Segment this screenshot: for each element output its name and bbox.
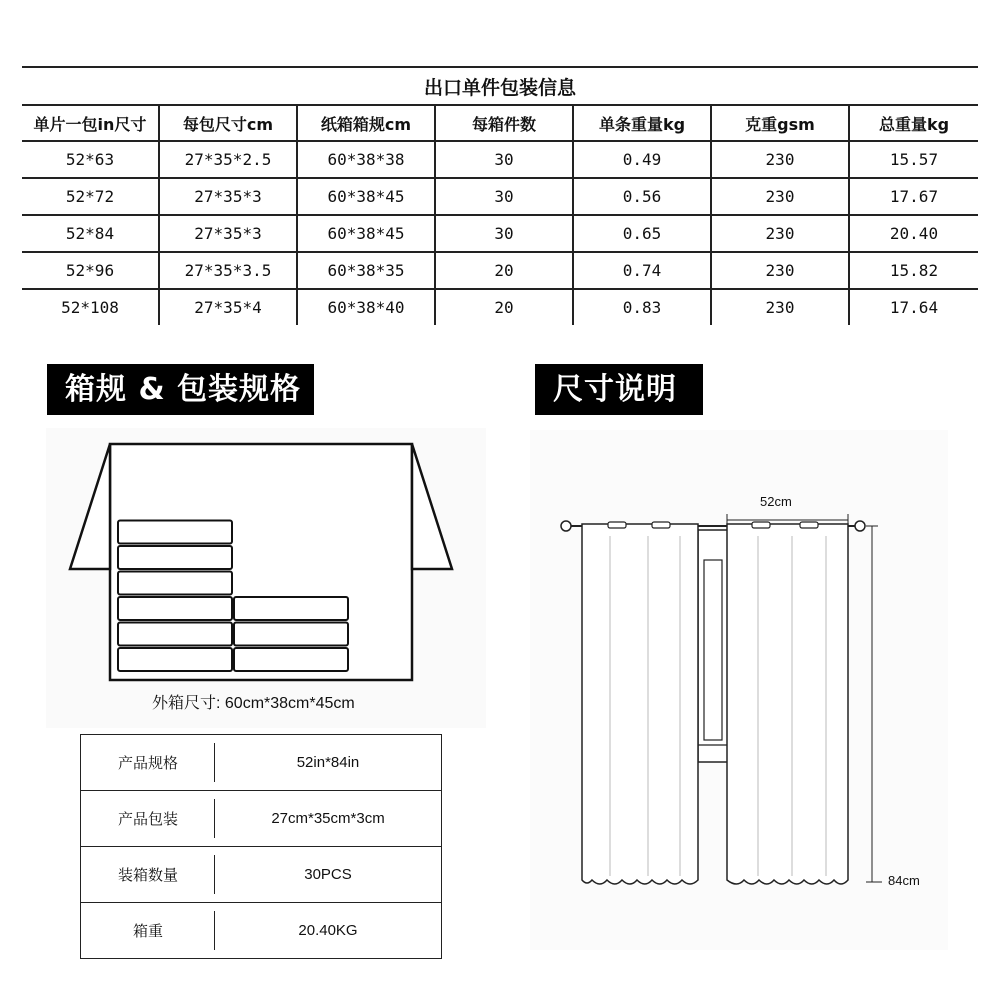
cell-carton-size: 60*38*35 bbox=[297, 252, 435, 289]
package-block bbox=[234, 648, 348, 671]
cell-size-in: 52*63 bbox=[22, 141, 159, 178]
curtain-width-label: 52cm bbox=[760, 494, 792, 509]
table-row bbox=[22, 141, 978, 178]
cell-carton-size: 60*38*45 bbox=[297, 215, 435, 252]
package-block bbox=[118, 623, 232, 646]
cell-total-weight: 20.40 bbox=[849, 215, 978, 252]
cell-size-in: 52*72 bbox=[22, 178, 159, 215]
cell-gsm: 230 bbox=[711, 252, 849, 289]
carton-size-caption: 外箱尺寸: 60cm*38cm*45cm bbox=[152, 695, 355, 712]
spec-value: 20.40KG bbox=[215, 903, 442, 959]
cell-pieces: 20 bbox=[435, 289, 573, 325]
cell-pack-size: 27*35*4 bbox=[159, 289, 297, 325]
spec-label: 产品规格 bbox=[81, 735, 216, 791]
header-total-weight: 总重量kg bbox=[849, 105, 978, 141]
size-section-banner: 尺寸说明 bbox=[535, 364, 703, 415]
table-row bbox=[81, 847, 442, 903]
table-row bbox=[22, 289, 978, 325]
cell-unit-weight: 0.65 bbox=[573, 215, 711, 252]
table-row bbox=[22, 252, 978, 289]
package-block bbox=[234, 623, 348, 646]
table-row bbox=[81, 903, 442, 959]
cell-pieces: 30 bbox=[435, 178, 573, 215]
table-row bbox=[81, 735, 442, 791]
header-carton-size: 纸箱箱规cm bbox=[297, 105, 435, 141]
cell-pack-size: 27*35*2.5 bbox=[159, 141, 297, 178]
curtain-height-label: 84cm bbox=[888, 873, 920, 888]
cell-total-weight: 15.82 bbox=[849, 252, 978, 289]
spec-value: 27cm*35cm*3cm bbox=[215, 791, 442, 847]
cell-carton-size: 60*38*45 bbox=[297, 178, 435, 215]
spec-label: 装箱数量 bbox=[81, 847, 216, 903]
cell-gsm: 230 bbox=[711, 178, 849, 215]
package-block bbox=[118, 546, 232, 569]
cell-pack-size: 27*35*3.5 bbox=[159, 252, 297, 289]
cell-pieces: 30 bbox=[435, 215, 573, 252]
spec-value: 30PCS bbox=[215, 847, 442, 903]
package-block bbox=[118, 648, 232, 671]
header-size-in: 单片一包in尺寸 bbox=[22, 105, 159, 141]
export-packaging-table bbox=[22, 66, 978, 325]
cell-size-in: 52*84 bbox=[22, 215, 159, 252]
cell-total-weight: 15.57 bbox=[849, 141, 978, 178]
carton-icon bbox=[46, 428, 486, 688]
cell-pack-size: 27*35*3 bbox=[159, 178, 297, 215]
package-block bbox=[118, 572, 232, 595]
cell-pack-size: 27*35*3 bbox=[159, 215, 297, 252]
box-section-banner: 箱规 & 包装规格 bbox=[47, 364, 314, 415]
header-pack-size: 每包尺寸cm bbox=[159, 105, 297, 141]
table-row bbox=[81, 791, 442, 847]
cell-gsm: 230 bbox=[711, 141, 849, 178]
header-unit-weight: 单条重量kg bbox=[573, 105, 711, 141]
cell-gsm: 230 bbox=[711, 215, 849, 252]
cell-carton-size: 60*38*38 bbox=[297, 141, 435, 178]
cell-pieces: 30 bbox=[435, 141, 573, 178]
cell-unit-weight: 0.83 bbox=[573, 289, 711, 325]
package-block bbox=[234, 597, 348, 620]
package-block bbox=[118, 521, 232, 544]
cell-total-weight: 17.64 bbox=[889, 298, 939, 317]
spec-label: 箱重 bbox=[81, 903, 216, 959]
cell-carton-size: 60*38*40 bbox=[297, 289, 435, 325]
cell-gsm: 230 bbox=[711, 289, 849, 325]
product-spec-table bbox=[80, 734, 442, 959]
cell-unit-weight: 0.74 bbox=[573, 252, 711, 289]
cell-size-in: 52*96 bbox=[22, 252, 159, 289]
header-gsm: 克重gsm bbox=[711, 105, 849, 141]
spec-value: 52in*84in bbox=[215, 735, 442, 791]
cell-size-in: 52*108 bbox=[22, 289, 159, 325]
table-title: 出口单件包装信息 bbox=[22, 67, 978, 105]
cell-unit-weight: 0.56 bbox=[573, 178, 711, 215]
header-pieces-per-carton: 每箱件数 bbox=[435, 105, 573, 141]
spec-label: 产品包装 bbox=[81, 791, 216, 847]
cell-unit-weight: 0.49 bbox=[573, 141, 711, 178]
table-row bbox=[22, 215, 978, 252]
cell-total-weight: 17.67 bbox=[849, 178, 978, 215]
cell-pieces: 20 bbox=[435, 252, 573, 289]
package-block bbox=[118, 597, 232, 620]
curtain-icon bbox=[530, 480, 950, 900]
table-row bbox=[22, 178, 978, 215]
